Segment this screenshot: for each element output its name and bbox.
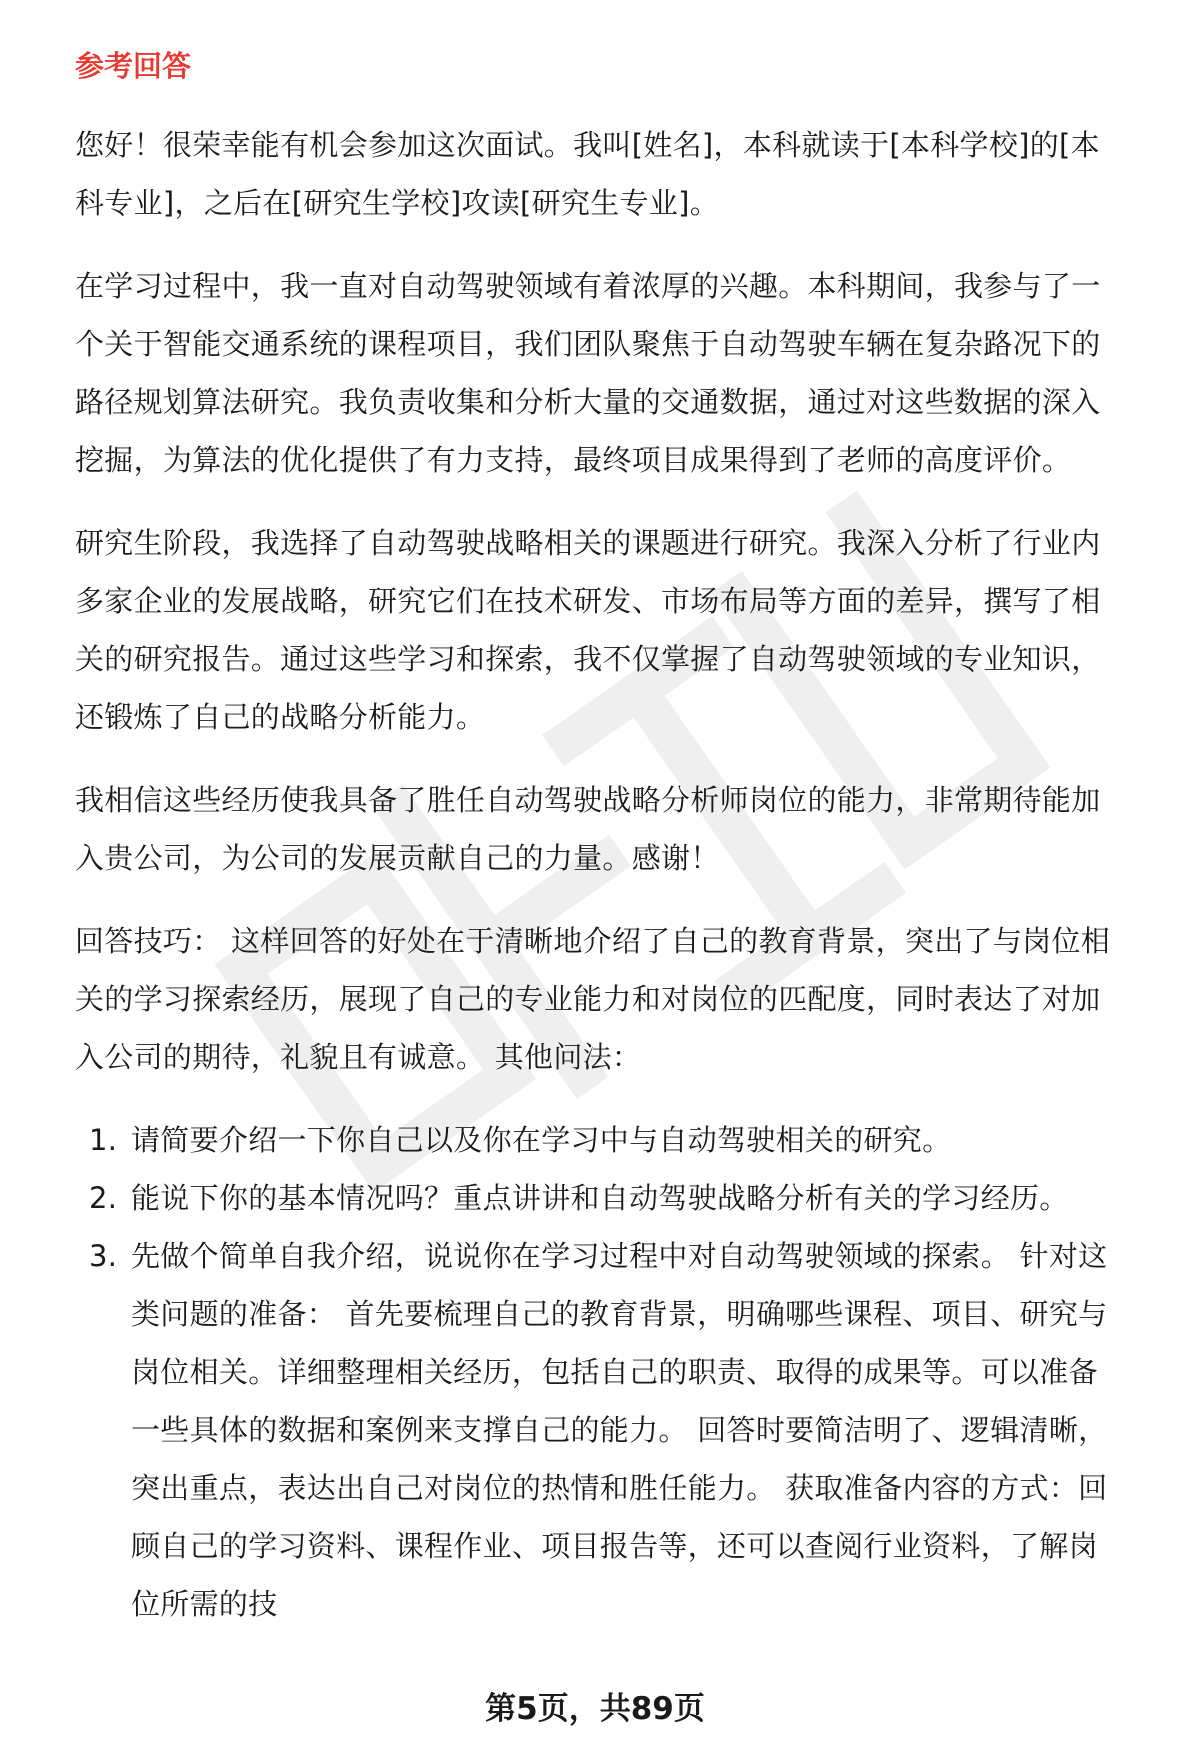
paragraph-intro: 您好！很荣幸能有机会参加这次面试。我叫[姓名]，本科就读于[本科学校]的[本科专业]，之后在[研究生学校]攻读[研究生专业]。: [75, 127, 1100, 220]
list-item: [75, 1169, 1120, 1227]
list-item: [75, 1111, 1120, 1169]
paragraph-tips: 回答技巧： 这样回答的好处在于清晰地介绍了自己的教育背景，突出了与岗位相关的学习探索经历，展现了自己的专业能力和对岗位的匹配度，同时表达了对加入公司的期待，礼貌且有诚意。 其他问法：: [75, 923, 1111, 1074]
list-number: 1.: [89, 1122, 118, 1157]
page-footer: 第5页，共89页: [485, 1691, 705, 1727]
section-heading: 参考回答: [75, 49, 192, 83]
paragraph-undergrad: 在学习过程中，我一直对自动驾驶领域有着浓厚的兴趣。本科期间，我参与了一个关于智能交通系统的课程项目，我们团队聚焦于自动驾驶车辆在复杂路况下的路径规划算法研究。我负责收集和分析大量的交通数据，通过对这些数据的深入挖掘，为算法的优化提供了有力支持，最终项目成果得到了老师的高度评价。: [75, 268, 1101, 477]
list-text: 先做个简单自我介绍，说说你在学习过程中对自动驾驶领域的探索。 针对这类问题的准备： 首先要梳理自己的教育背景，明确哪些课程、项目、研究与岗位相关。详细整理相关经历，包括自己的职责、取得的成果等。可以准备一些具体的数据和案例来支撑自己的能力。 回答时要简洁明了、逻辑清晰，突出重点，表达出自己对岗位的热情和胜任能力。 获取准备内容的方式：回顾自己的学习资料、课程作业、项目报告等，还可以查阅行业资料，了解岗位所需的技: [131, 1238, 1108, 1621]
list-number: 3.: [89, 1238, 118, 1273]
document-page: [75, 48, 1120, 1633]
alternative-questions-list: [75, 1111, 1120, 1633]
list-text: 能说下你的基本情况吗？重点讲讲和自动驾驶战略分析有关的学习经历。: [131, 1180, 1069, 1215]
list-number: 2.: [89, 1180, 118, 1215]
list-item: [75, 1227, 1120, 1633]
paragraph-graduate: 研究生阶段，我选择了自动驾驶战略相关的课题进行研究。我深入分析了行业内多家企业的发展战略，研究它们在技术研发、市场布局等方面的差异，撰写了相关的研究报告。通过这些学习和探索，我不仅掌握了自动驾驶领域的专业知识，还锻炼了自己的战略分析能力。: [75, 525, 1101, 734]
paragraph-closing: 我相信这些经历使我具备了胜任自动驾驶战略分析师岗位的能力，非常期待能加入贵公司，为公司的发展贡献自己的力量。感谢！: [75, 782, 1101, 875]
list-text: 请简要介绍一下你自己以及你在学习中与自动驾驶相关的研究。: [131, 1122, 952, 1157]
